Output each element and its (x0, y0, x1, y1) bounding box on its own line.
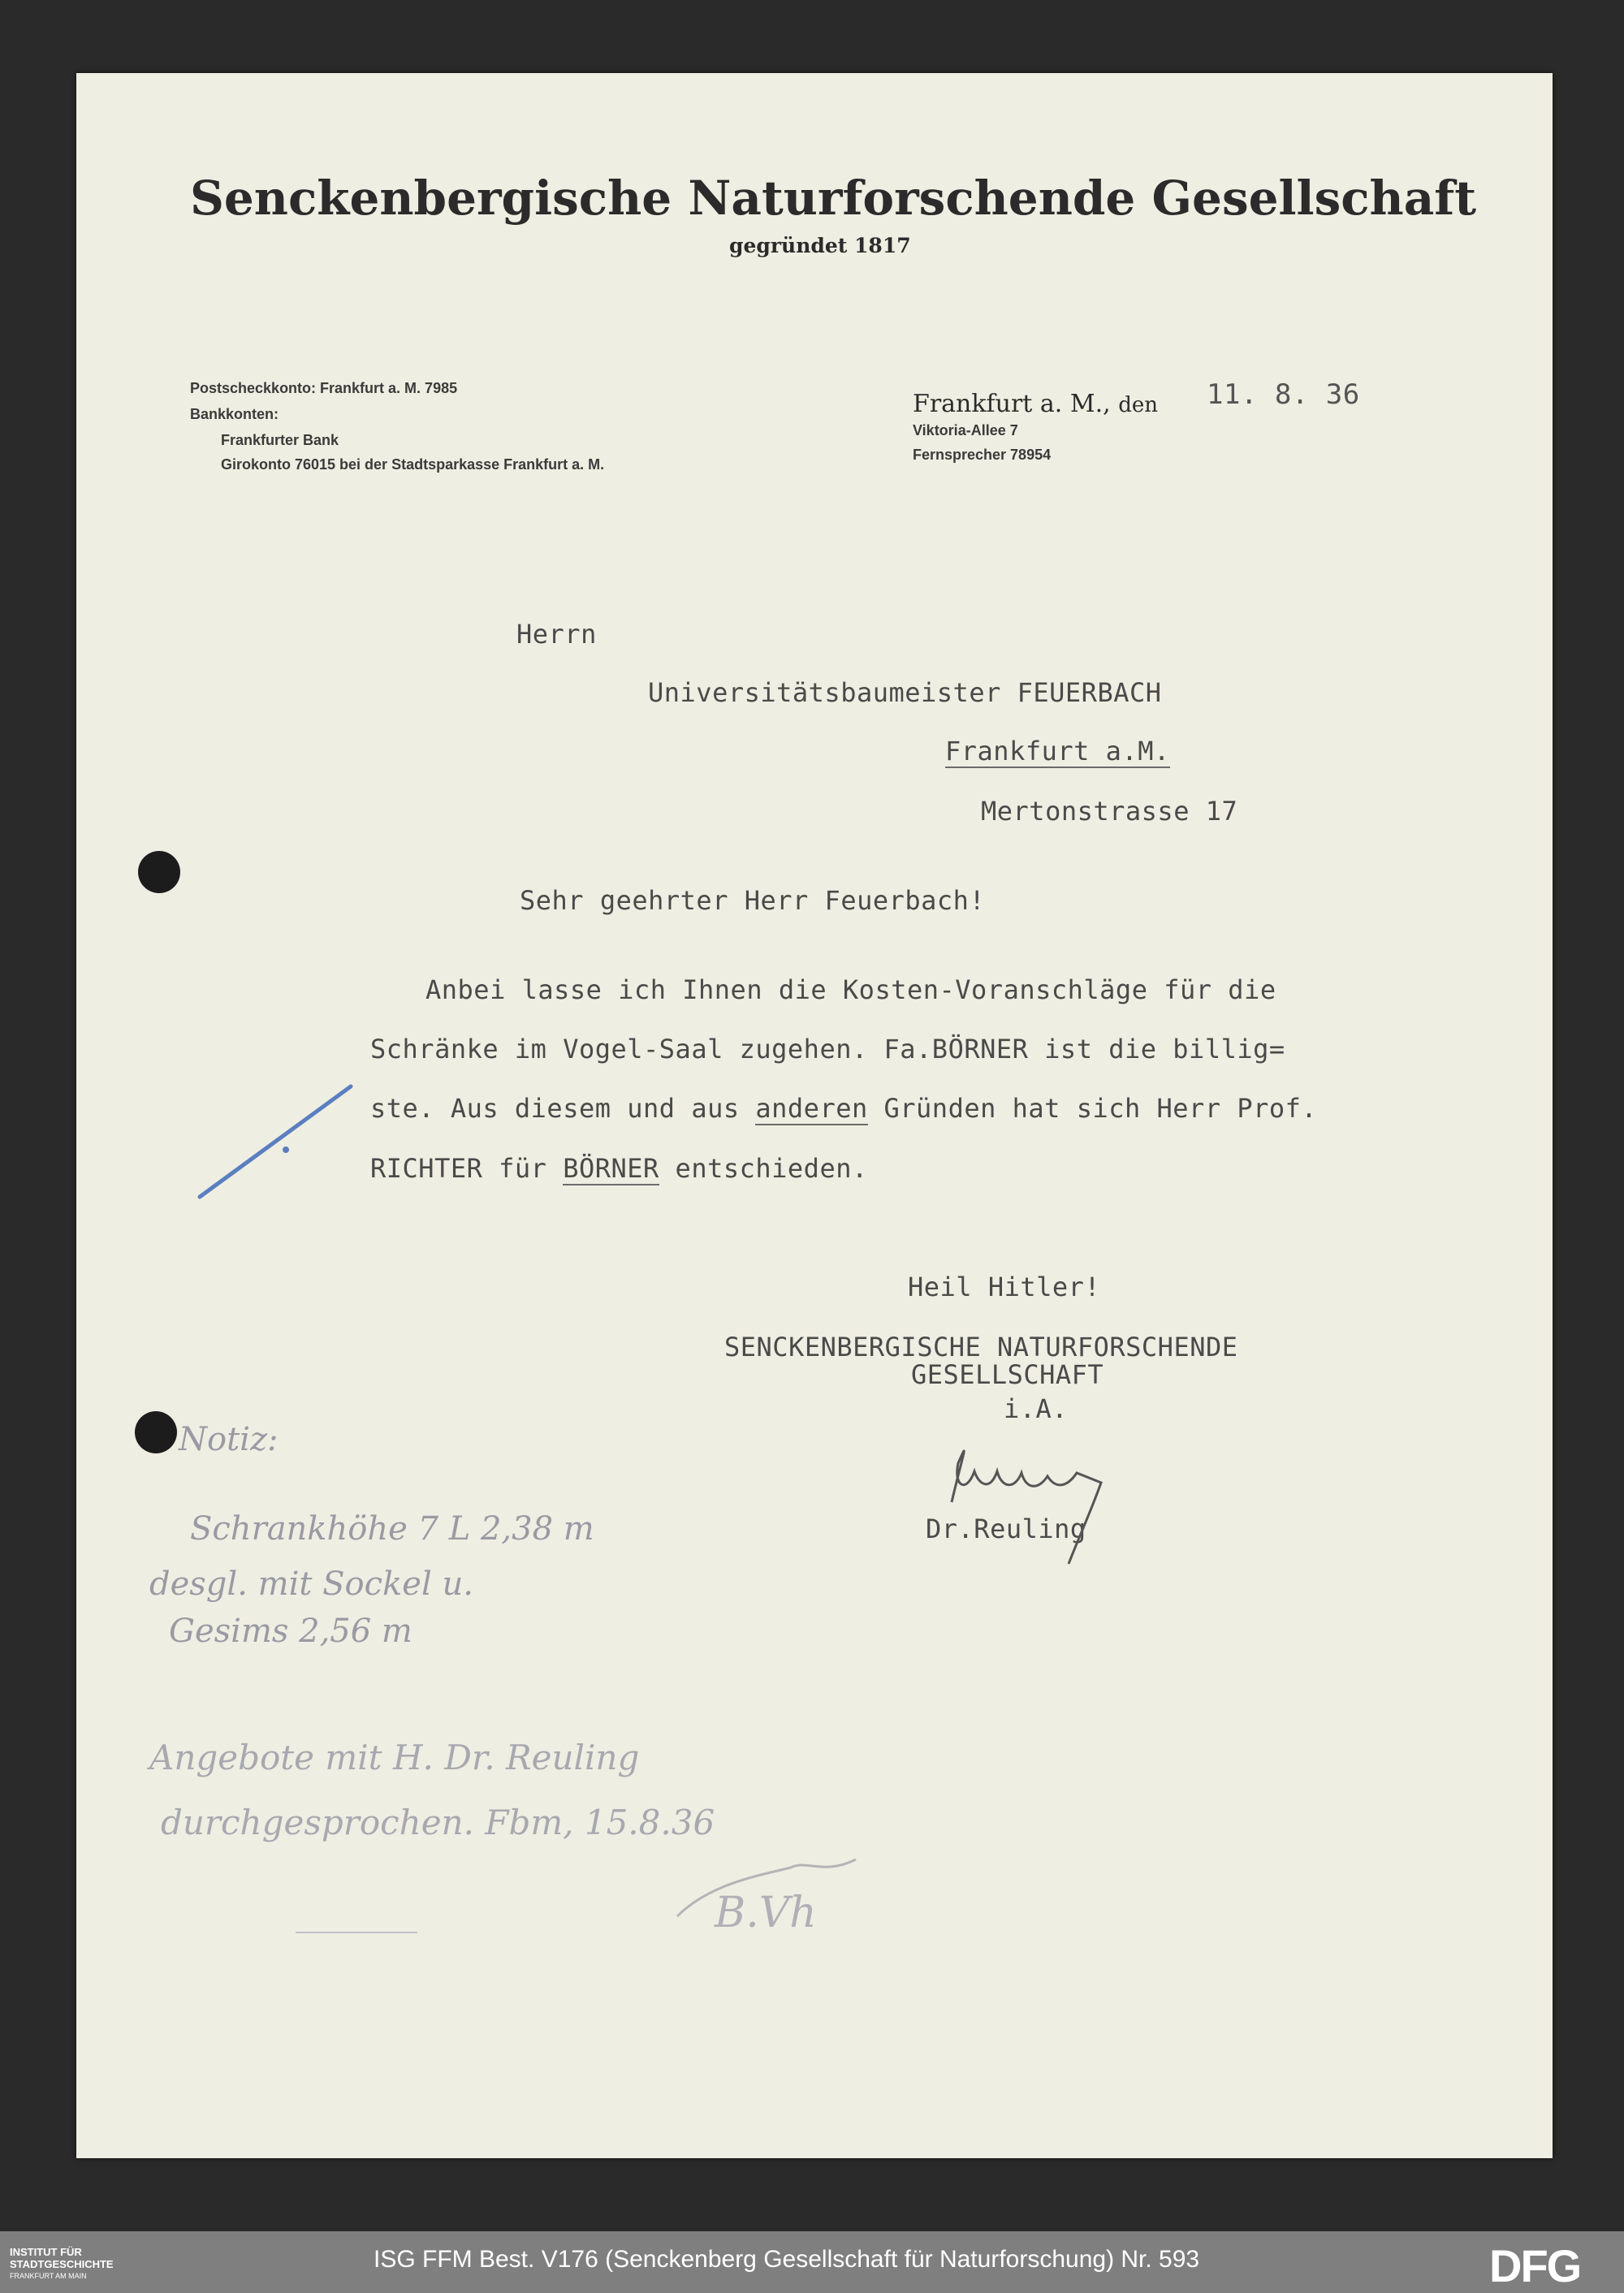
sender-phone: Fernsprecher 78954 (913, 447, 1052, 463)
note-line-2: desgl. mit Sockel u. (149, 1565, 473, 1603)
archive-caption: ISG FFM Best. V176 (Senckenberg Gesellschaft für Naturforschung) Nr. 593 (374, 2246, 1200, 2273)
sender-den: den (1118, 393, 1158, 417)
underlined-boerner: BÖRNER (563, 1153, 659, 1184)
bank-account-1: Frankfurter Bank (221, 432, 339, 448)
institute-line-1: INSTITUT FÜR (10, 2246, 82, 2258)
punch-hole-top (138, 851, 180, 893)
note-line-3: Gesims 2,56 m (169, 1613, 412, 1650)
letter-line-2: Schränke im Vogel-Saal zugehen. Fa.BÖRNER ist die billig= (370, 1034, 1285, 1064)
letter-page (76, 73, 1553, 2158)
sender-street: Viktoria-Allee 7 (913, 422, 1018, 438)
line-3-end: Gründen hat sich Herr Prof. (867, 1093, 1318, 1124)
letter-greeting: Sehr geehrter Herr Feuerbach! (520, 885, 986, 916)
letterhead-title: Senckenbergische Naturforschende Gesellschaft (190, 171, 1477, 226)
institute-line-3: FRANKFURT AM MAIN (10, 2272, 87, 2280)
recipient-city: Frankfurt a.M. (945, 736, 1170, 766)
recipient-street: Mertonstrasse 17 (981, 796, 1238, 827)
note-line-5: durchgesprochen. Fbm, 15.8.36 (161, 1803, 715, 1842)
institute-line-2: STADTGESCHICHTE (10, 2258, 114, 2270)
handwriting-overlay (76, 73, 1553, 2158)
letter-line-1: Anbei lasse ich Ihnen die Kosten-Voranschläge für die (425, 974, 1276, 1005)
closing-salute: Heil Hitler! (908, 1272, 1101, 1302)
bank-accounts-label: Bankkonten: (190, 406, 279, 422)
note-line-1: Schrankhöhe 7 L 2,38 m (190, 1510, 594, 1548)
blue-check-mark (200, 1086, 351, 1197)
postscheck-account: Postscheckkonto: Frankfurt a. M. 7985 (190, 380, 458, 396)
dfg-logo: DFG (1489, 2240, 1581, 2291)
bank-account-2: Girokonto 76015 bei der Stadtsparkasse Frankfurt a. M. (221, 456, 605, 473)
sender-city: Frankfurt a. M., (913, 390, 1111, 418)
recipient-herrn: Herrn (516, 619, 597, 650)
closing-org-2: GESELLSCHAFT (911, 1359, 1104, 1390)
note-signature: B.Vh (715, 1889, 817, 1937)
recipient-name: Universitätsbaumeister FEUERBACH (648, 677, 1162, 708)
line-4-end: entschieden. (659, 1153, 868, 1184)
closing-org-1: SENCKENBERGISCHE NATURFORSCHENDE (724, 1332, 1238, 1362)
punch-hole-bottom (135, 1411, 177, 1453)
institute-logo-text (10, 2246, 114, 2282)
archive-footer-bar (0, 2231, 1624, 2293)
note-notiz: Notiz: (179, 1421, 279, 1458)
letterhead-subtitle: gegründet 1817 (729, 234, 911, 257)
note-line-4: Angebote mit H. Dr. Reuling (149, 1738, 640, 1777)
signature-reuling (952, 1451, 1101, 1564)
blue-check-dot (283, 1146, 289, 1153)
closing-signer: Dr.Reuling (926, 1514, 1086, 1544)
line-3-start: ste. Aus diesem und aus (370, 1093, 756, 1124)
closing-ia: i.A. (1004, 1393, 1069, 1424)
underlined-anderen: anderen (755, 1093, 868, 1124)
letter-date: 11. 8. 36 (1207, 378, 1360, 411)
line-4-start: RICHTER für (370, 1153, 564, 1184)
